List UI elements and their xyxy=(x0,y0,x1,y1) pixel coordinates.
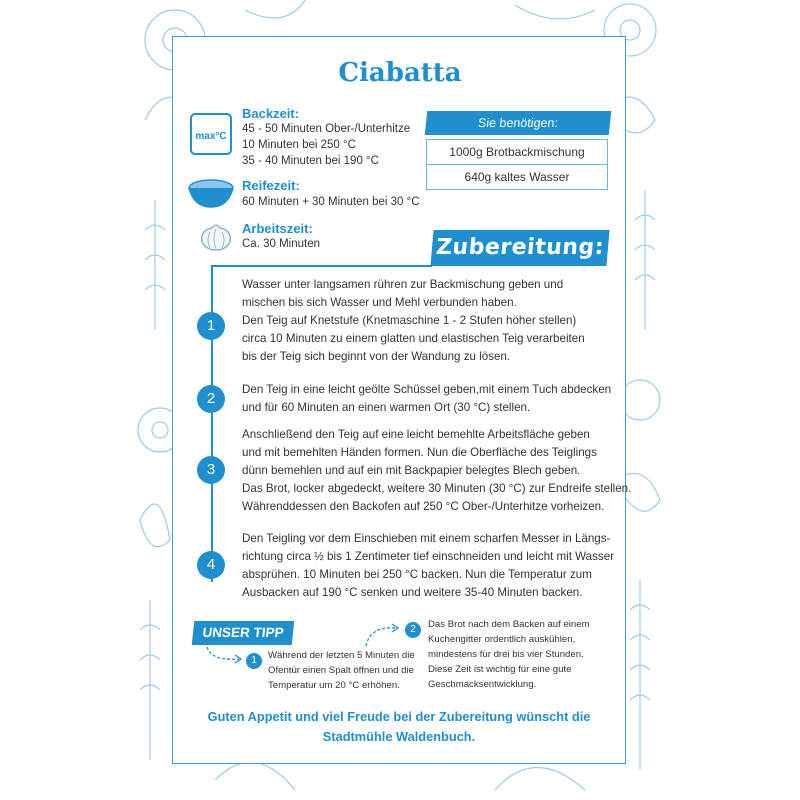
step-line: Anschließend den Teig auf eine leicht bemehlte Arbeitsfläche geben xyxy=(242,428,590,441)
step-line: Währenddessen den Backofen auf 250 °C Ober-/Unterhitze vorheizen. xyxy=(242,500,605,513)
step-line: dünn bemehlen und auf ein mit Backpapier belegtes Blech geben. xyxy=(242,464,581,477)
tip-line: Temperatur um 20 °C erhöhen. xyxy=(268,680,400,691)
baking-time-line: 45 - 50 Minuten Ober-/Unterhitze xyxy=(242,123,411,135)
step-number-badge: 2 xyxy=(197,385,225,413)
tip-number-badge: 1 xyxy=(246,653,262,669)
step-line: Den Teig in eine leicht geölte Schüssel geben,mit einem Tuch abdecken xyxy=(242,383,612,396)
tip-line: Das Brot nach dem Backen auf einem xyxy=(428,619,590,630)
tip-number-badge: 2 xyxy=(405,622,421,638)
tip-arrow-icon xyxy=(362,620,404,648)
working-time-line: Ca. 30 Minuten xyxy=(242,238,320,250)
proofing-time-line: 60 Minuten + 30 Minuten bei 30 °C xyxy=(242,196,420,208)
proofing-time-label: Reifezeit: xyxy=(242,178,300,193)
ingredients-heading: Sie benötigen: xyxy=(425,111,612,135)
baking-time-label: Backzeit: xyxy=(242,106,300,121)
step-4-text xyxy=(242,530,615,602)
tip-line: Ofentür einen Spalt öffnen und die xyxy=(268,665,414,676)
step-line: bis der Teig sich beginnt von der Wandung zu lösen. xyxy=(242,350,511,363)
preparation-heading: Zubereitung: xyxy=(430,230,609,266)
tip-1-text xyxy=(268,648,415,693)
step-number-badge: 1 xyxy=(197,312,225,340)
baking-time-line: 35 - 40 Minuten bei 190 °C xyxy=(242,155,379,167)
garlic-icon xyxy=(198,222,234,252)
step-line: mischen bis sich Wasser und Mehl verbunden haben. xyxy=(242,296,517,309)
tip-line: Diese Zeit ist wichtig für eine gute xyxy=(428,664,572,675)
step-line: und mit bemehlten Händen formen. Nun die Oberfläche des Teiglings xyxy=(242,446,597,459)
baking-time-line: 10 Minuten bei 250 °C xyxy=(242,139,356,151)
tip-arrow-icon xyxy=(205,645,245,665)
recipe-title: Ciabatta xyxy=(338,58,462,88)
step-line: und für 60 Minuten an einen warmen Ort (30 °C) stellen. xyxy=(242,401,531,414)
tip-heading: UNSER TIPP xyxy=(192,621,295,645)
tip-line: Geschmacksentwicklung. xyxy=(428,679,537,690)
step-line: Ausbacken auf 190 °C senken und weitere 35-40 Minuten backen. xyxy=(242,586,583,599)
tip-2-text xyxy=(428,617,590,692)
step-line: Wasser unter langsamen rühren zur Backmischung geben und xyxy=(242,278,564,291)
step-line: richtung circa ½ bis 1 Zentimeter tief einschneiden und leicht mit Wasser xyxy=(242,550,615,563)
tip-line: Während der letzten 5 Minuten die xyxy=(268,650,415,661)
closing-line: Guten Appetit und viel Freude bei der Zubereitung wünscht die xyxy=(207,709,591,724)
dough-bowl-icon xyxy=(186,177,236,209)
step-3-text xyxy=(242,426,632,516)
closing-line: Stadtmühle Waldenbuch. xyxy=(322,729,476,744)
working-time-label: Arbeitszeit: xyxy=(242,221,313,236)
step-line: absprühen. 10 Minuten bei 250 °C backen. Nun die Temperatur zum xyxy=(242,568,592,581)
step-line: Den Teig auf Knetstufe (Knetmaschine 1 - 2 Stufen höher stellen) xyxy=(242,314,577,327)
ingredient-item: 640g kaltes Wasser xyxy=(426,164,608,190)
oven-icon-label: max°C xyxy=(195,131,227,142)
step-number-badge: 4 xyxy=(197,551,225,579)
step-1-text xyxy=(242,276,612,366)
tip-line: Kuchengitter ordentlich auskühlen, xyxy=(428,634,576,645)
step-line: circa 10 Minuten zu einem glatten und elastischen Teig verarbeiten xyxy=(242,332,585,345)
ingredient-item: 1000g Brotbackmischung xyxy=(426,139,608,165)
tip-line: mindestens für drei bis vier Stunden. xyxy=(428,649,584,660)
oven-icon xyxy=(190,113,232,155)
step-number-badge: 3 xyxy=(197,456,225,484)
closing-message xyxy=(172,707,626,747)
step-2-text xyxy=(242,381,612,417)
step-line: Das Brot, locker abgedeckt, weitere 30 Minuten (30 °C) zur Endreife stellen. xyxy=(242,482,632,495)
step-line: Den Teigling vor dem Einschieben mit einem scharfen Messer in Längs- xyxy=(242,532,611,545)
